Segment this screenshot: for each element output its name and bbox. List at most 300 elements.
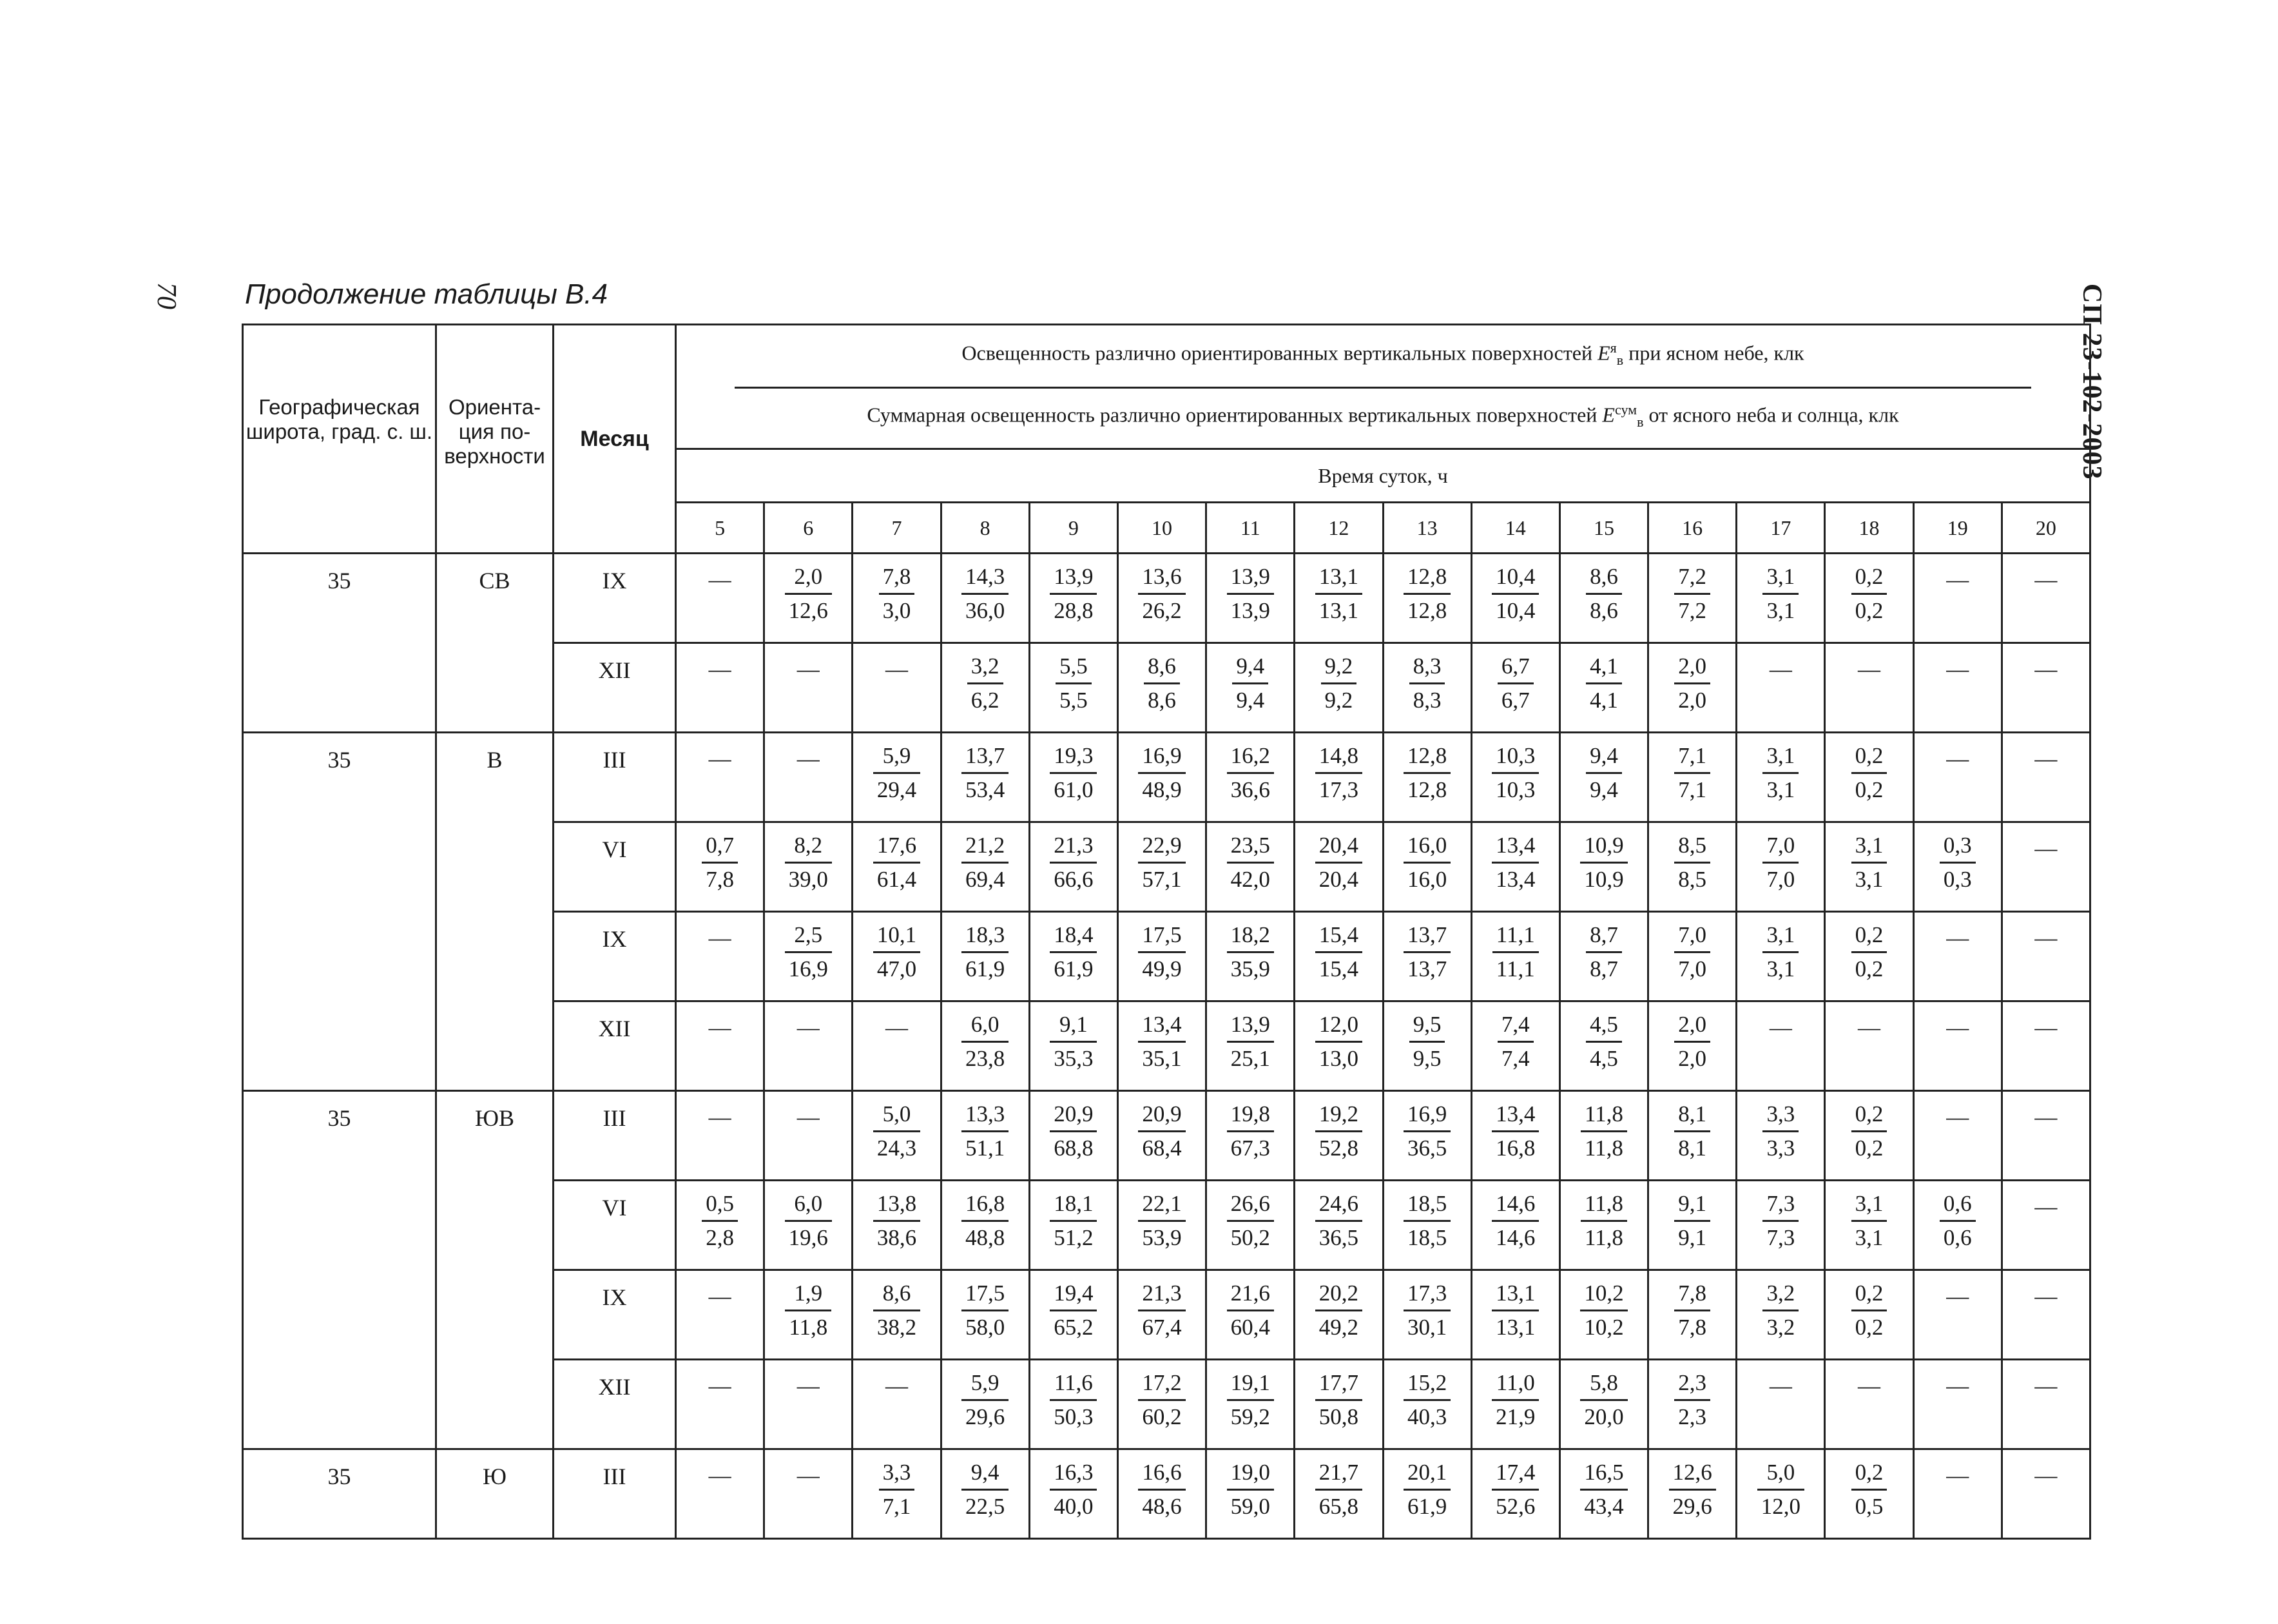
total-value: 48,8 xyxy=(965,1225,1005,1250)
clear-sky-value: 7,8 xyxy=(1674,1277,1710,1311)
empty-value-dash: — xyxy=(796,746,820,771)
clear-sky-value: 17,3 xyxy=(1404,1277,1451,1311)
value-cell xyxy=(1648,643,1737,733)
total-value: 2,0 xyxy=(1678,688,1707,713)
fraction-value xyxy=(1404,1188,1451,1254)
fraction-value xyxy=(1050,1009,1097,1075)
fraction-value xyxy=(1050,1456,1097,1523)
empty-value-dash: — xyxy=(1946,657,1969,682)
table-row xyxy=(243,1449,2090,1539)
fraction-value xyxy=(1762,740,1799,806)
value-cell xyxy=(676,733,764,822)
clear-sky-value: 10,9 xyxy=(1580,829,1627,864)
fraction-value xyxy=(1581,1098,1627,1165)
clear-sky-value: 3,1 xyxy=(1851,829,1887,864)
total-value: 7,8 xyxy=(1678,1315,1707,1340)
total-value: 49,2 xyxy=(1318,1315,1359,1340)
fraction-value xyxy=(1757,1456,1804,1523)
fraction-value xyxy=(1404,561,1451,627)
fraction-value xyxy=(1315,1009,1362,1075)
clear-sky-value: 11,8 xyxy=(1581,1188,1627,1222)
clear-sky-value: 7,8 xyxy=(879,561,915,595)
fraction-value xyxy=(1138,1367,1185,1433)
clear-sky-value: 13,6 xyxy=(1138,561,1185,595)
fraction-value xyxy=(1404,919,1451,985)
fraction-value xyxy=(1050,1367,1097,1433)
clear-sky-value: 13,7 xyxy=(961,740,1009,774)
fraction-value xyxy=(1138,1277,1185,1344)
total-value: 3,3 xyxy=(1766,1136,1795,1161)
value-cell xyxy=(1206,643,1295,733)
clear-sky-value: 9,4 xyxy=(1586,740,1622,774)
value-cell xyxy=(1825,554,1913,643)
total-value: 60,2 xyxy=(1142,1404,1182,1429)
empty-value-dash: — xyxy=(885,1373,908,1398)
total-value: 7,2 xyxy=(1678,598,1707,623)
value-cell xyxy=(2002,1181,2090,1270)
hour-header: 19 xyxy=(1913,503,2002,554)
total-value: 30,1 xyxy=(1407,1315,1447,1340)
empty-value-dash: — xyxy=(1946,1373,1969,1398)
clear-sky-value: 9,5 xyxy=(1409,1009,1445,1043)
total-value: 3,0 xyxy=(882,598,911,623)
value-cell xyxy=(2002,1449,2090,1539)
fraction-value xyxy=(961,1009,1009,1075)
clear-sky-value: 2,0 xyxy=(785,561,832,595)
total-value: 48,9 xyxy=(1142,777,1182,802)
clear-sky-value: 17,6 xyxy=(873,829,920,864)
clear-sky-value: 13,9 xyxy=(1050,561,1097,595)
value-cell xyxy=(1648,1449,1737,1539)
value-cell xyxy=(1295,1001,1383,1091)
clear-sky-value: 13,9 xyxy=(1227,561,1274,595)
clear-sky-value: 5,0 xyxy=(873,1098,920,1132)
clear-sky-value: 13,1 xyxy=(1492,1277,1539,1311)
empty-value-dash: — xyxy=(1769,657,1792,682)
total-value: 6,7 xyxy=(1501,688,1530,713)
value-cell xyxy=(764,1449,853,1539)
value-cell xyxy=(764,1091,853,1181)
fraction-value xyxy=(1586,1009,1622,1075)
total-value: 35,9 xyxy=(1230,956,1270,981)
month-cell: VI xyxy=(554,1181,676,1270)
clear-sky-value: 16,3 xyxy=(1050,1456,1097,1491)
value-cell xyxy=(1471,1181,1559,1270)
total-value: 6,2 xyxy=(970,688,999,713)
clear-sky-value: 3,3 xyxy=(879,1456,915,1491)
total-value: 10,2 xyxy=(1584,1315,1624,1340)
fraction-value xyxy=(1409,1009,1445,1075)
clear-sky-value: 0,2 xyxy=(1851,919,1887,953)
value-cell xyxy=(853,822,941,912)
clear-sky-value: 14,8 xyxy=(1315,740,1362,774)
empty-value-dash: — xyxy=(1946,746,1969,771)
clear-sky-value: 7,0 xyxy=(1674,919,1710,953)
empty-value-dash: — xyxy=(1946,567,1969,592)
value-cell xyxy=(1825,1449,1913,1539)
value-cell xyxy=(1117,1181,1206,1270)
fraction-value xyxy=(1050,1098,1097,1165)
value-cell xyxy=(1913,822,2002,912)
empty-value-dash: — xyxy=(796,1015,820,1040)
total-value: 0,3 xyxy=(1943,867,1972,892)
empty-value-dash: — xyxy=(1769,1015,1792,1040)
value-cell xyxy=(1383,1091,1471,1181)
total-value: 7,3 xyxy=(1766,1225,1795,1250)
fraction-value xyxy=(785,919,832,985)
total-value: 29,4 xyxy=(876,777,917,802)
value-cell xyxy=(2002,643,2090,733)
value-cell xyxy=(1559,1270,1648,1360)
total-value: 7,0 xyxy=(1766,867,1795,892)
value-cell xyxy=(1383,733,1471,822)
total-value: 58,0 xyxy=(965,1315,1005,1340)
value-cell xyxy=(1559,1360,1648,1449)
header-latitude: Географическая широта, град. с. ш. xyxy=(243,325,436,554)
value-cell xyxy=(1295,912,1383,1001)
total-value: 26,2 xyxy=(1142,598,1182,623)
clear-sky-value: 22,1 xyxy=(1138,1188,1185,1222)
total-value: 18,5 xyxy=(1407,1225,1447,1250)
clear-sky-value: 6,7 xyxy=(1498,650,1534,684)
clear-sky-value: 0,7 xyxy=(702,829,738,864)
clear-sky-value: 7,2 xyxy=(1674,561,1710,595)
total-value: 53,9 xyxy=(1142,1225,1182,1250)
header-month: Месяц xyxy=(554,325,676,554)
month-cell: IX xyxy=(554,1270,676,1360)
fraction-value xyxy=(1492,1367,1539,1433)
total-value: 36,6 xyxy=(1230,777,1270,802)
empty-value-dash: — xyxy=(2034,746,2058,771)
clear-sky-value: 8,6 xyxy=(1586,561,1622,595)
total-value: 0,2 xyxy=(1855,1315,1884,1340)
fraction-value xyxy=(1227,919,1274,985)
value-cell xyxy=(764,822,853,912)
fraction-value xyxy=(1940,1188,1976,1254)
total-value: 61,9 xyxy=(1407,1494,1447,1519)
clear-sky-value: 17,2 xyxy=(1138,1367,1185,1401)
hour-header: 13 xyxy=(1383,503,1471,554)
fraction-value xyxy=(961,1456,1009,1523)
clear-sky-value: 5,8 xyxy=(1580,1367,1627,1401)
value-cell xyxy=(1029,554,1117,643)
clear-sky-value: 20,9 xyxy=(1138,1098,1185,1132)
empty-value-dash: — xyxy=(708,1015,731,1040)
value-cell xyxy=(1206,554,1295,643)
total-value: 9,2 xyxy=(1324,688,1353,713)
value-cell xyxy=(1471,643,1559,733)
header-orientation: Ориента-ция по-верхности xyxy=(436,325,554,554)
clear-sky-value: 5,9 xyxy=(961,1367,1009,1401)
total-value: 43,4 xyxy=(1584,1494,1624,1519)
value-cell xyxy=(941,1449,1029,1539)
value-cell xyxy=(1559,554,1648,643)
clear-sky-value: 20,4 xyxy=(1315,829,1362,864)
clear-sky-value: 13,9 xyxy=(1227,1009,1274,1043)
fraction-value xyxy=(1762,1188,1799,1254)
clear-sky-value: 16,2 xyxy=(1227,740,1274,774)
total-value: 38,2 xyxy=(876,1315,917,1340)
clear-sky-value: 2,5 xyxy=(785,919,832,953)
clear-sky-value: 9,4 xyxy=(961,1456,1009,1491)
value-cell xyxy=(1737,912,1825,1001)
fraction-value xyxy=(1404,829,1451,896)
empty-value-dash: — xyxy=(2034,925,2058,951)
latitude-cell: 35 xyxy=(243,554,436,733)
total-value: 7,4 xyxy=(1501,1046,1530,1071)
empty-value-dash: — xyxy=(2034,567,2058,592)
empty-value-dash: — xyxy=(796,1105,820,1130)
value-cell xyxy=(676,822,764,912)
fraction-value xyxy=(1315,561,1362,627)
clear-sky-value: 4,5 xyxy=(1586,1009,1622,1043)
value-cell xyxy=(764,733,853,822)
fraction-value xyxy=(1580,829,1627,896)
clear-sky-value: 10,1 xyxy=(873,919,920,953)
total-value: 61,9 xyxy=(1054,956,1094,981)
value-cell xyxy=(1913,733,2002,822)
total-value: 65,8 xyxy=(1318,1494,1359,1519)
total-value: 3,2 xyxy=(1766,1315,1795,1340)
clear-sky-value: 8,6 xyxy=(1144,650,1180,684)
value-cell xyxy=(1737,733,1825,822)
clear-sky-value: 0,5 xyxy=(702,1188,738,1222)
clear-sky-value: 8,5 xyxy=(1674,829,1710,864)
clear-sky-value: 13,4 xyxy=(1492,1098,1539,1132)
total-value: 8,5 xyxy=(1678,867,1707,892)
total-value: 67,3 xyxy=(1230,1136,1270,1161)
clear-sky-value: 7,3 xyxy=(1762,1188,1799,1222)
fraction-value xyxy=(1138,1188,1185,1254)
value-cell xyxy=(941,1270,1029,1360)
total-value: 3,1 xyxy=(1855,1225,1884,1250)
empty-value-dash: — xyxy=(708,1284,731,1309)
fraction-value xyxy=(702,1188,738,1254)
value-cell xyxy=(853,1360,941,1449)
total-value: 14,6 xyxy=(1496,1225,1536,1250)
clear-sky-value: 16,9 xyxy=(1404,1098,1451,1132)
clear-sky-value: 11,8 xyxy=(1581,1098,1627,1132)
table-row xyxy=(243,733,2090,822)
latitude-cell: 35 xyxy=(243,1449,436,1539)
value-cell xyxy=(853,912,941,1001)
fraction-value xyxy=(1851,1188,1887,1254)
total-value: 52,8 xyxy=(1318,1136,1359,1161)
empty-value-dash: — xyxy=(2034,1463,2058,1488)
clear-sky-value: 17,7 xyxy=(1315,1367,1362,1401)
value-cell xyxy=(1029,1181,1117,1270)
orientation-cell: Ю xyxy=(436,1449,554,1539)
total-value: 10,9 xyxy=(1584,867,1624,892)
value-cell xyxy=(676,1270,764,1360)
clear-sky-value: 26,6 xyxy=(1227,1188,1274,1222)
value-cell xyxy=(1295,1270,1383,1360)
total-value: 50,3 xyxy=(1054,1404,1094,1429)
total-value: 11,8 xyxy=(1584,1136,1623,1161)
fraction-value xyxy=(961,740,1009,806)
total-value: 7,8 xyxy=(706,867,734,892)
fraction-value xyxy=(1669,1456,1716,1523)
total-value: 13,1 xyxy=(1496,1315,1536,1340)
clear-sky-value: 16,9 xyxy=(1138,740,1185,774)
header-fraction-rule xyxy=(735,387,2031,389)
clear-sky-value: 6,0 xyxy=(785,1188,832,1222)
fraction-value xyxy=(1762,1098,1799,1165)
clear-sky-value: 10,2 xyxy=(1580,1277,1627,1311)
fraction-value xyxy=(1492,1188,1539,1254)
total-value: 35,1 xyxy=(1142,1046,1182,1071)
clear-sky-value: 7,4 xyxy=(1498,1009,1534,1043)
value-cell xyxy=(1029,1360,1117,1449)
total-value: 59,0 xyxy=(1230,1494,1270,1519)
total-value: 16,8 xyxy=(1496,1136,1536,1161)
total-value: 13,0 xyxy=(1318,1046,1359,1071)
clear-sky-value: 7,1 xyxy=(1674,740,1710,774)
clear-sky-value: 5,9 xyxy=(873,740,920,774)
month-cell: IX xyxy=(554,912,676,1001)
fraction-value xyxy=(961,1277,1009,1344)
fraction-value xyxy=(702,829,738,896)
value-cell xyxy=(2002,1360,2090,1449)
total-value: 0,5 xyxy=(1855,1494,1884,1519)
fraction-value xyxy=(1321,650,1357,717)
value-cell xyxy=(2002,733,2090,822)
fraction-value xyxy=(1586,561,1622,627)
fraction-value xyxy=(1674,1367,1710,1433)
clear-sky-value: 7,0 xyxy=(1762,829,1799,864)
value-cell xyxy=(1295,822,1383,912)
fraction-value xyxy=(1498,650,1534,717)
empty-value-dash: — xyxy=(796,1373,820,1398)
value-cell xyxy=(1471,822,1559,912)
clear-sky-value: 21,3 xyxy=(1138,1277,1185,1311)
hour-header: 20 xyxy=(2002,503,2090,554)
clear-sky-value: 21,3 xyxy=(1050,829,1097,864)
clear-sky-value: 0,2 xyxy=(1851,740,1887,774)
value-cell xyxy=(1471,1270,1559,1360)
hour-header: 12 xyxy=(1295,503,1383,554)
total-value: 49,9 xyxy=(1142,956,1182,981)
total-value: 69,4 xyxy=(965,867,1005,892)
value-cell xyxy=(1117,912,1206,1001)
fraction-value xyxy=(961,1098,1009,1165)
empty-value-dash: — xyxy=(2034,1015,2058,1040)
clear-sky-value: 4,1 xyxy=(1586,650,1622,684)
month-cell: III xyxy=(554,1091,676,1181)
total-value: 28,8 xyxy=(1054,598,1094,623)
header-line-clear-sky: Освещенность различно ориентированных вертикальных поверхностей $E^я_в$ при ясном небе, клк xyxy=(961,340,1804,369)
value-cell xyxy=(1206,1360,1295,1449)
clear-sky-value: 3,1 xyxy=(1762,919,1799,953)
hour-header: 8 xyxy=(941,503,1029,554)
clear-sky-value: 16,0 xyxy=(1404,829,1451,864)
total-value: 38,6 xyxy=(876,1225,917,1250)
value-cell xyxy=(1737,643,1825,733)
value-cell xyxy=(1913,1181,2002,1270)
value-cell xyxy=(2002,1270,2090,1360)
fraction-value xyxy=(1227,561,1274,627)
clear-sky-value: 3,1 xyxy=(1762,561,1799,595)
hour-header: 11 xyxy=(1206,503,1295,554)
clear-sky-value: 3,1 xyxy=(1851,1188,1887,1222)
value-cell xyxy=(1559,912,1648,1001)
empty-value-dash: — xyxy=(708,1373,731,1398)
clear-sky-value: 17,5 xyxy=(961,1277,1009,1311)
value-cell xyxy=(764,554,853,643)
value-cell xyxy=(764,1270,853,1360)
orientation-cell: В xyxy=(436,733,554,1091)
total-value: 29,6 xyxy=(1672,1494,1712,1519)
fraction-value xyxy=(1492,1098,1539,1165)
fraction-value xyxy=(1674,1098,1710,1165)
total-value: 4,1 xyxy=(1590,688,1618,713)
fraction-value xyxy=(1315,829,1362,896)
value-cell xyxy=(1206,733,1295,822)
total-value: 20,0 xyxy=(1584,1404,1624,1429)
total-value: 19,6 xyxy=(788,1225,828,1250)
value-cell xyxy=(676,554,764,643)
fraction-value xyxy=(1580,1367,1627,1433)
total-value: 12,0 xyxy=(1761,1494,1800,1519)
total-value: 11,8 xyxy=(1584,1225,1623,1250)
total-value: 60,4 xyxy=(1230,1315,1270,1340)
total-value: 0,2 xyxy=(1855,1136,1884,1161)
value-cell xyxy=(1648,1181,1737,1270)
clear-sky-value: 18,5 xyxy=(1404,1188,1451,1222)
total-value: 11,8 xyxy=(789,1315,828,1340)
clear-sky-value: 21,6 xyxy=(1227,1277,1274,1311)
hour-header: 6 xyxy=(764,503,853,554)
fraction-value xyxy=(1674,1188,1710,1254)
value-cell xyxy=(853,643,941,733)
total-value: 29,6 xyxy=(965,1404,1005,1429)
page-number: 70 xyxy=(151,282,181,309)
total-value: 2,0 xyxy=(1678,1046,1707,1071)
fraction-value xyxy=(1315,1367,1362,1433)
fraction-value xyxy=(1580,1456,1627,1523)
empty-value-dash: — xyxy=(885,657,908,682)
value-cell xyxy=(1029,1449,1117,1539)
hour-header: 15 xyxy=(1559,503,1648,554)
clear-sky-value: 15,4 xyxy=(1315,919,1362,953)
latitude-cell: 35 xyxy=(243,733,436,1091)
total-value: 61,0 xyxy=(1054,777,1094,802)
value-cell xyxy=(941,643,1029,733)
table-row xyxy=(243,1091,2090,1181)
clear-sky-value: 20,1 xyxy=(1404,1456,1451,1491)
value-cell xyxy=(1383,1360,1471,1449)
total-value: 4,5 xyxy=(1590,1046,1618,1071)
fraction-value xyxy=(1762,829,1799,896)
fraction-value xyxy=(1050,1188,1097,1254)
value-cell xyxy=(1206,1091,1295,1181)
fraction-value xyxy=(873,1188,920,1254)
fraction-value xyxy=(1227,1009,1274,1075)
clear-sky-value: 18,3 xyxy=(961,919,1009,953)
fraction-value xyxy=(1227,1188,1274,1254)
value-cell xyxy=(1737,1001,1825,1091)
value-cell xyxy=(1117,1001,1206,1091)
fraction-value xyxy=(1674,650,1710,717)
total-value: 36,5 xyxy=(1318,1225,1359,1250)
value-cell xyxy=(1913,1449,2002,1539)
fraction-value xyxy=(1227,829,1274,896)
table-body xyxy=(243,554,2090,1539)
value-cell xyxy=(941,1001,1029,1091)
clear-sky-value: 19,3 xyxy=(1050,740,1097,774)
value-cell xyxy=(1737,554,1825,643)
clear-sky-value: 13,3 xyxy=(961,1098,1009,1132)
